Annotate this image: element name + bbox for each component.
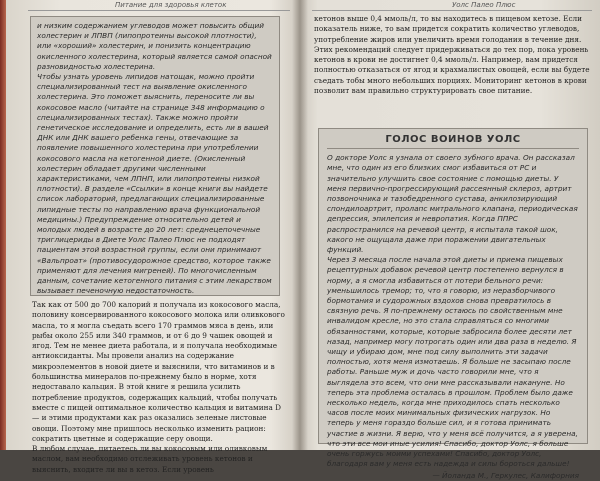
testimonial-box: [318, 128, 588, 480]
testimonial-text: О докторе Уолс я узнала от своего зубного врача. Он рассказал мне, что один из его близких смог избавиться от РС и значительно улучшить свое состояние с помощью диеты. У меня первично-прогрессирующий рассеянный склероз, артрит позвоночника и тазобедренного сустава, анкилозирующий спондилоартрит, пролапс митрального клапана, периодическая депрессия, эпилепсия и невропатия. Когда ППРС распространился на речевой центр, я испытала такой шок, какого не ощущала даже при поражении двигательных функций. Через 3 месяца после начала этой диеты и приема пищевых рецептурных добавок речевой центр постепенно вернулся в норму, а я смогла избавиться от потери бельного речи: уменьшилось тремор; то, что я говорю, из неразборчивого бормотания и судорожных вздохов снова превратилось в связную речь. Я по-прежнему остаюсь по свойственным мне инвалидом кресле, но это стала справляться со многими обязанностями, которые, которые забросила более десяти лет назад, например могу потрогать один или два раза в неделю. Я чищу и убираю дом, мне под силу выполнить эти задачи полностью, хотя меня измотаешь. Я больше не засыпаю после работы. Раньше муж и дочь часто говорили мне, что я выглядела это всем, что они мне рассказывали накануне. Но теперь эта проблема осталась в прошлом. Проблем было даже несколько недель, когда мне приходилось спать несколько часов после моих минимальных физических нагрузок. Но теперь у меня гораздо больше сил, и я готова принимать участие в жизни. Я верю, что у меня всё получится, а я уверена, что эти все мои иные усилия! Спасибо, доктор Уолс, я больше очень горжусь моими успехами! Спасибо, доктор Уолс, благодаря вам у меня есть надежда и силы бороться дальше!: [327, 153, 578, 469]
right-page: [302, 0, 600, 480]
left-body-text: Так как от 500 до 700 калорий я получала из кокосового масла, половину консервированного кокосового молока или оливкового масла, то я могла съедать всего 170 граммов мяса в день, или рыбы около 255 или 340 граммов, и от 6 до 9 чашек овощей и ягод. Тем не менее диета работала, и я получала необходимые антиоксиданты. Мы провели анализ на содержание микроэлементов в новой диете и выяснили, что витаминов и в большинства минералов по-прежнему было в норме, хотя недоставало кальция. В этой книге я решила усилить потребление продуктов, содержащих кальций, чтобы получать вместе с пищей оптимальное количество кальция и витамина D — и этими продуктами как раз оказались зеленые листовые овощи. Поэтому мне пришлось несколько изменить рацион: сократить цветные и содержащие серу овощи. В любом случае, питаетесь ли вы кокосовым или оливковым маслом, вам необходимо отслеживать уровень кетонов и выяснить, входите ли вы в кетоз. Если уровень: [32, 300, 285, 474]
testimonial-heading: ГОЛОС ВОИНОВ УОЛС: [327, 133, 579, 149]
left-page: [0, 0, 298, 474]
right-body-text: кетонов выше 0,4 ммоль/л, то вы находитесь в пищевом кетозе. Если показатель ниже, то вам придется сократить количество углеводов, употребление жиров или увеличить время голодания в течение дня. Этих рекомендаций следует придерживаться до тех пор, пока уровень кетонов в крови не достигнет 0,4 ммоль/л. Например, вам придется полностью отказаться от ягод и крахмалистых овощей, если вы будете съедать тобы много небольших порциях. Мониторинг кетонов в крови позволит вам правильно структурировать свое питание.: [314, 14, 590, 96]
running-head-right: Уолс Палео Плюс: [452, 1, 516, 9]
running-head-left: Питание для здоровья клеток: [115, 1, 227, 9]
header-rule-left: [28, 10, 290, 11]
left-sidebar-box: [30, 16, 280, 296]
header-rule-right: [312, 10, 592, 11]
testimonial-signature: — Йоланда М., Геркулес, Калифорния: [432, 470, 579, 480]
left-sidebar-text: и низким содержанием углеводов может повысить общий холестерин и ЛПВП (липопротеины высокой плотности), или «хороший» холестерин, и понизить концентрацию окисленного холестерина, который является самой опасной разновидностью холестерина. Чтобы узнать уровень липидов натощак, можно пройти специализированный тест на выявление окисленного холестерина. Это поможет выяснить, переносите ли вы кокосовое масло (читайте на странице 348 информацию о специализированных тестах). Также можно пройти генетическое исследование и определить, есть ли в вашей ДНК или ДНК вашего ребенка гены, отвечающие за появление повышенного холестерина при употреблении кокосового масла на кетогенной диете. (Окисленный холестерин обладает другими численными характеристиками, чем ЛПНП, или липопротеины низкой плотности). В разделе «Ссылки» в конце книги вы найдете список лабораторий, предлагающих специализированные липидные тесты по направлению врача функциональной медицины.) Предупреждение относительно детей и молодых людей в возрасте до 20 лет: среднецепочечные триглицериды в Диете Уолс Палео Плюс не подходят пациентам этой возрастной группы, если они принимают «Вальпроат» (противосудорожное средство, которое также применяют для лечения мигреней). По многочисленным данным, сочетание кетогенного питания с этим лекарством вызывает печеночную недостаточность.: [37, 21, 272, 296]
